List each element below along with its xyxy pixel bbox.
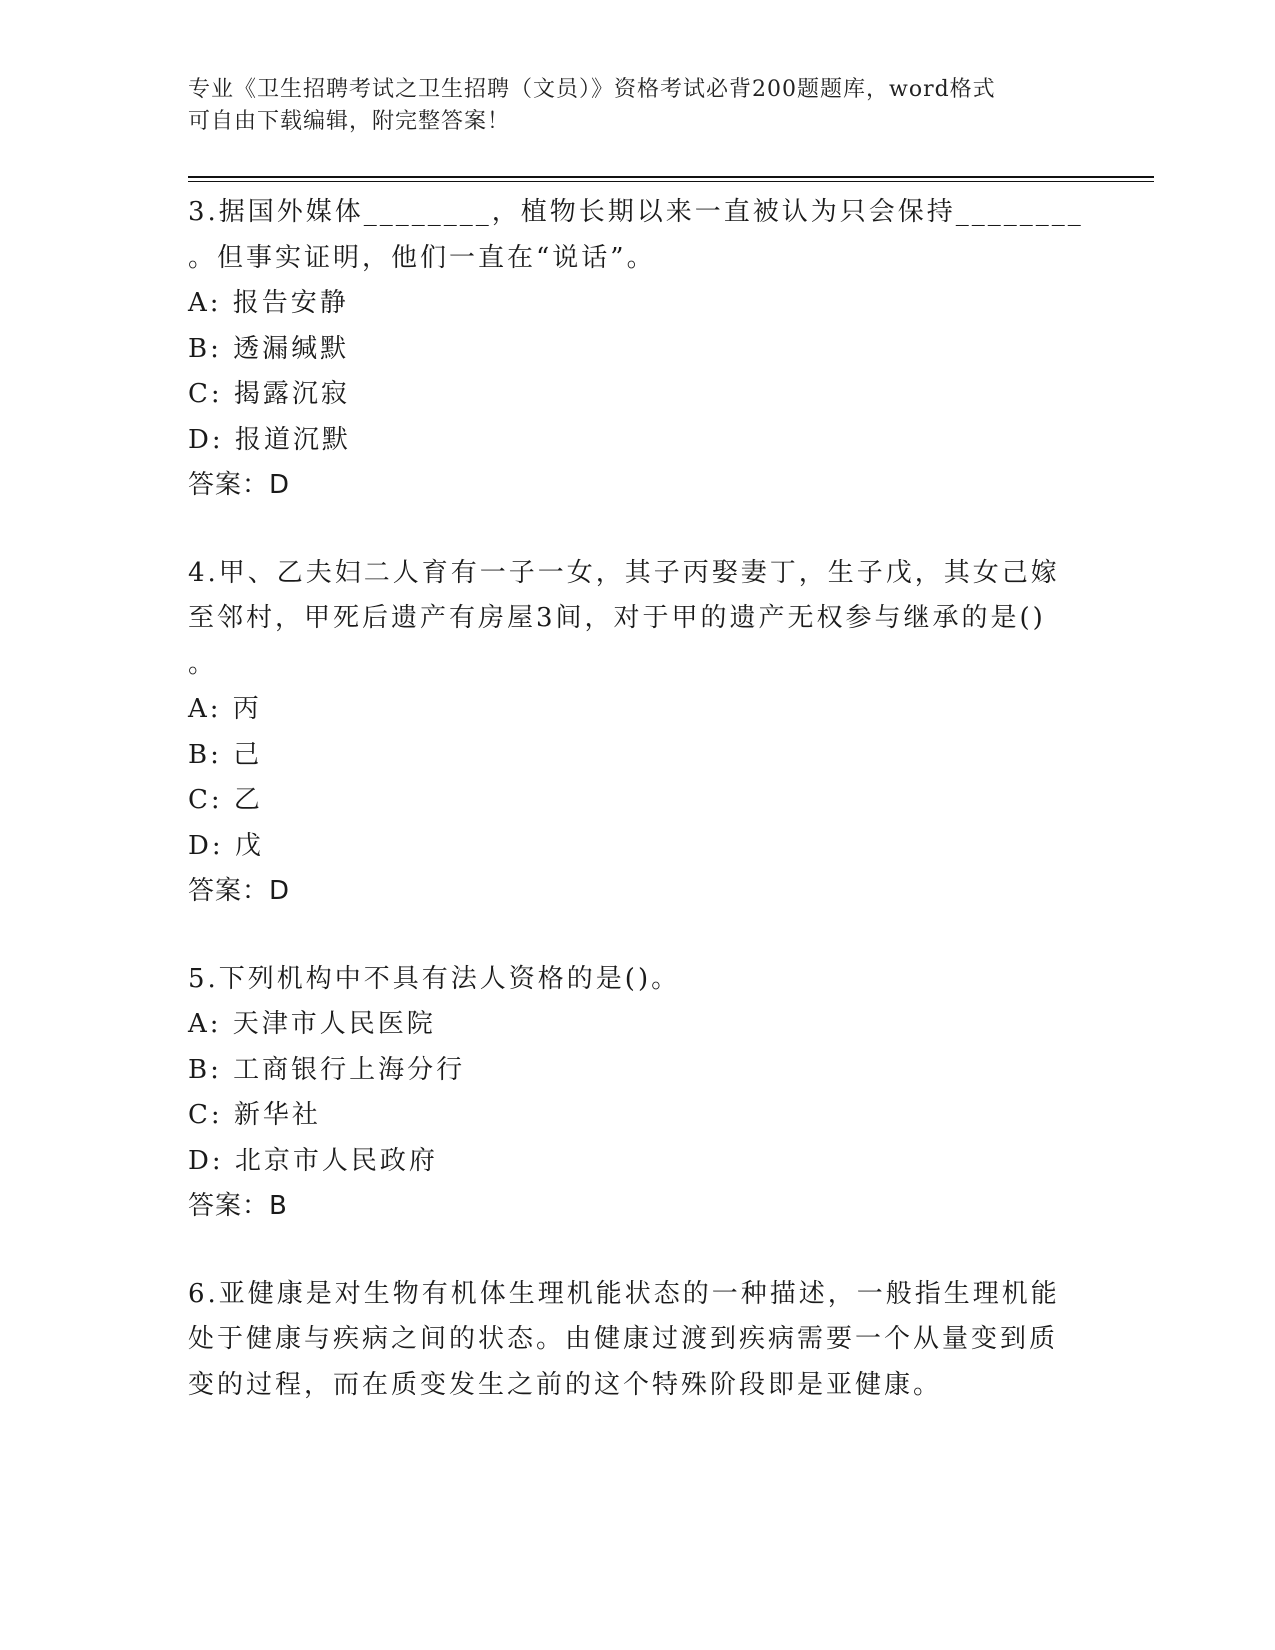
question-text: 处于健康与疾病之间的状态。由健康过渡到疾病需要一个从量变到质 [188, 1324, 1059, 1354]
option-b: B: 己 [188, 739, 263, 770]
question-text: 至邻村，甲死后遗产有房屋3间，对于甲的遗产无权参与继承的是() [188, 603, 1046, 633]
question-5 [188, 957, 1068, 1230]
option-b: B: 透漏缄默 [188, 333, 350, 364]
question-list [188, 190, 1084, 1450]
question-text: 。但事实证明，他们一直在“说话”。 [188, 242, 656, 273]
question-3 [188, 190, 1084, 509]
answer-label: 答案：D [188, 470, 291, 500]
question-4 [188, 551, 1068, 915]
option-a: A: 天津市人民医院 [188, 1009, 436, 1039]
header-divider-thin [188, 181, 1154, 182]
option-a: A: 报告安静 [188, 288, 349, 318]
answer-label: 答案：D [188, 876, 291, 906]
option-d: D: 北京市人民政府 [188, 1145, 438, 1176]
question-text: 变的过程，而在质变发生之前的这个特殊阶段即是亚健康。 [188, 1369, 943, 1400]
header-line-1: 专业《卫生招聘考试之卫生招聘（文员）》资格考试必背200题题库，word格式 [188, 77, 996, 102]
header-line-2: 可自由下载编辑，附完整答案！ [188, 109, 511, 134]
option-a: A: 丙 [188, 694, 262, 724]
option-c: C: 乙 [188, 785, 263, 815]
option-d: D: 报道沉默 [188, 424, 351, 455]
question-text: 4.甲、乙夫妇二人育有一子一女，其子丙娶妻丁，生子戊，其女己嫁 [188, 557, 1060, 588]
question-text: 6.亚健康是对生物有机体生理机能状态的一种描述，一般指生理机能 [188, 1278, 1060, 1309]
question-6 [188, 1272, 1068, 1409]
option-c: C: 新华社 [188, 1100, 321, 1130]
option-c: C: 揭露沉寂 [188, 379, 350, 409]
document-header [188, 74, 1068, 138]
question-text: 3.据国外媒体________，植物长期以来一直被认为只会保持________ [188, 197, 1084, 227]
option-b: B: 工商银行上海分行 [188, 1054, 466, 1085]
question-text: 5.下列机构中不具有法人资格的是()。 [188, 963, 681, 994]
question-text: 。 [188, 648, 218, 679]
answer-label: 答案：B [188, 1191, 288, 1221]
option-d: D: 戊 [188, 830, 264, 861]
header-divider-thick [188, 176, 1154, 178]
